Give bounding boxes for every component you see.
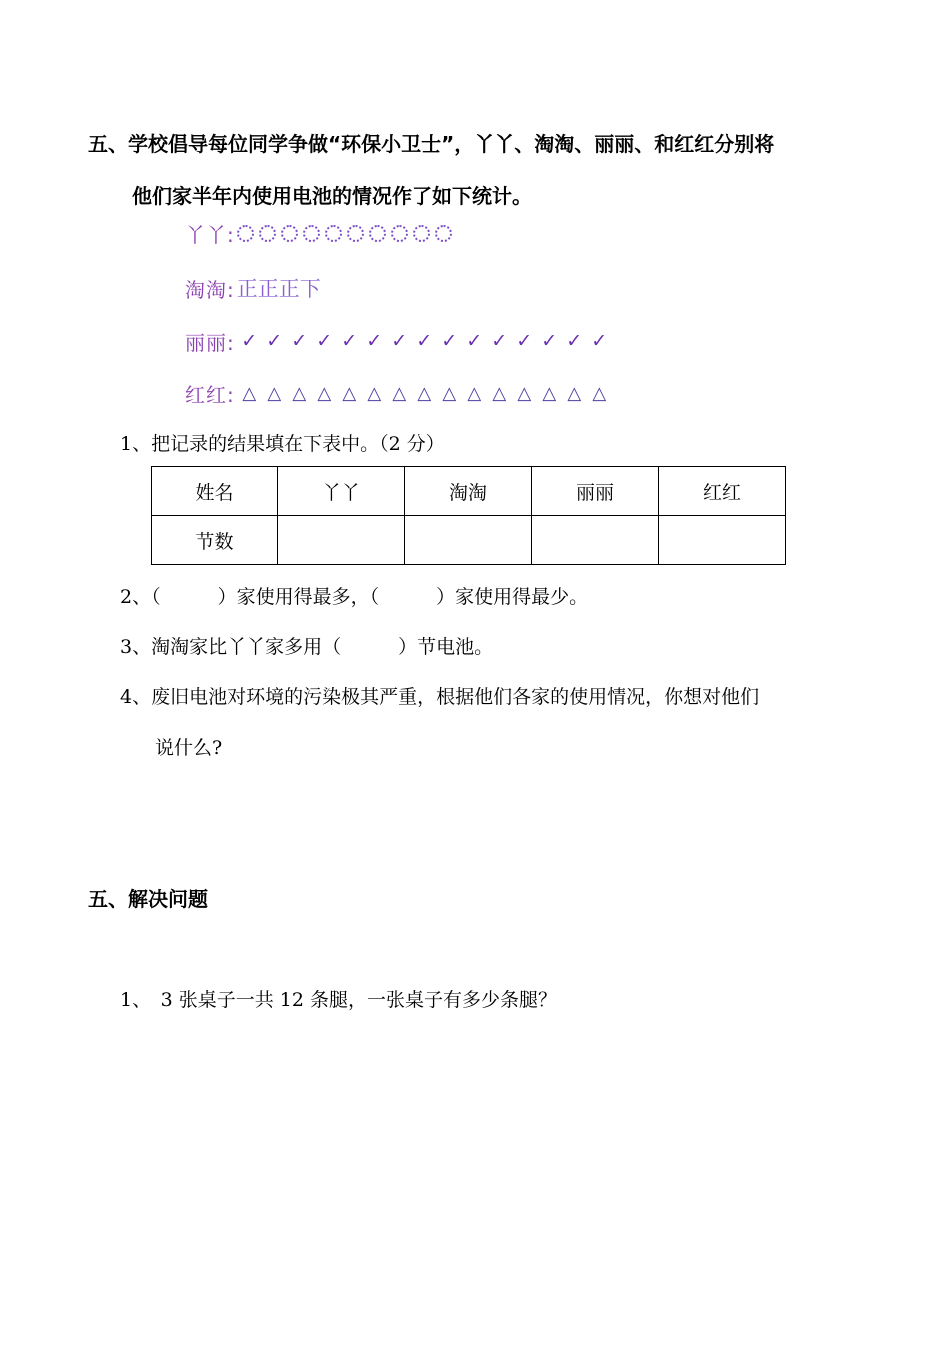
section2-title: 五、解决问题 bbox=[88, 887, 208, 911]
check-mark: ✓ bbox=[541, 330, 558, 352]
triangle-mark: △ bbox=[242, 382, 257, 404]
check-mark: ✓ bbox=[441, 330, 458, 352]
tally-row-taotao bbox=[185, 273, 322, 303]
check-mark: ✓ bbox=[466, 330, 483, 352]
triangle-mark: △ bbox=[292, 382, 307, 404]
table-cell: 红红 bbox=[659, 467, 786, 516]
answer-cell[interactable] bbox=[405, 516, 532, 565]
triangle-mark: △ bbox=[417, 382, 432, 404]
triangle-mark: △ bbox=[542, 382, 557, 404]
circle-mark bbox=[303, 225, 320, 242]
table-cell: 节数 bbox=[152, 516, 278, 565]
circle-mark bbox=[413, 225, 430, 242]
zheng-text: 正正正下 bbox=[236, 277, 321, 301]
tally-name: 红红: bbox=[185, 382, 235, 407]
table-row bbox=[152, 516, 786, 565]
check-mark: ✓ bbox=[416, 330, 433, 352]
triangle-mark: △ bbox=[342, 382, 357, 404]
tally-name: 丫丫: bbox=[185, 222, 235, 247]
table-cell: 姓名 bbox=[152, 467, 278, 516]
triangle-marks bbox=[237, 383, 612, 404]
triangle-mark: △ bbox=[467, 382, 482, 404]
check-mark: ✓ bbox=[341, 330, 358, 352]
triangle-mark: △ bbox=[517, 382, 532, 404]
tally-name: 丽丽: bbox=[185, 330, 235, 355]
check-mark: ✓ bbox=[366, 330, 383, 352]
question-4-line1: 4、废旧电池对环境的污染极其严重，根据他们各家的使用情况，你想对他们 bbox=[120, 686, 760, 708]
zheng-marks bbox=[237, 273, 322, 303]
triangle-mark: △ bbox=[317, 382, 332, 404]
question-1: 1、把记录的结果填在下表中。（2 分） bbox=[120, 433, 445, 455]
check-marks bbox=[237, 330, 612, 352]
answer-cell[interactable] bbox=[532, 516, 659, 565]
check-mark: ✓ bbox=[241, 330, 258, 352]
triangle-mark: △ bbox=[567, 382, 582, 404]
triangle-mark: △ bbox=[592, 382, 607, 404]
tally-row-yaya bbox=[185, 218, 457, 248]
check-mark: ✓ bbox=[516, 330, 533, 352]
answer-cell[interactable] bbox=[278, 516, 405, 565]
tally-row-honghong bbox=[185, 378, 612, 408]
check-mark: ✓ bbox=[491, 330, 508, 352]
check-mark: ✓ bbox=[266, 330, 283, 352]
circle-mark bbox=[347, 225, 364, 242]
circle-mark bbox=[281, 225, 298, 242]
check-mark: ✓ bbox=[291, 330, 308, 352]
answer-cell[interactable] bbox=[659, 516, 786, 565]
triangle-mark: △ bbox=[267, 382, 282, 404]
circle-marks bbox=[237, 225, 457, 242]
triangle-mark: △ bbox=[392, 382, 407, 404]
problem-1: 1、 3 张桌子一共 12 条腿，一张桌子有多少条腿？ bbox=[120, 989, 557, 1011]
check-mark: ✓ bbox=[391, 330, 408, 352]
question-2: 2、（ ）家使用得最多，（ ）家使用得最少。 bbox=[120, 586, 589, 608]
question-4-line2: 说什么? bbox=[155, 737, 223, 759]
triangle-mark: △ bbox=[442, 382, 457, 404]
question-3: 3、淘淘家比丫丫家多用（ ）节电池。 bbox=[120, 636, 494, 658]
table-cell: 丫丫 bbox=[278, 467, 405, 516]
check-mark: ✓ bbox=[591, 330, 608, 352]
tally-row-lili bbox=[185, 326, 612, 356]
section-title-line2: 他们家半年内使用电池的情况作了如下统计。 bbox=[132, 184, 532, 208]
circle-mark bbox=[259, 225, 276, 242]
circle-mark bbox=[325, 225, 342, 242]
circle-mark bbox=[435, 225, 452, 242]
table-cell: 淘淘 bbox=[405, 467, 532, 516]
check-mark: ✓ bbox=[566, 330, 583, 352]
check-mark: ✓ bbox=[316, 330, 333, 352]
table-row bbox=[152, 467, 786, 516]
circle-mark bbox=[369, 225, 386, 242]
triangle-mark: △ bbox=[492, 382, 507, 404]
circle-mark bbox=[391, 225, 408, 242]
record-table bbox=[151, 466, 786, 565]
circle-mark bbox=[237, 225, 254, 242]
table-cell: 丽丽 bbox=[532, 467, 659, 516]
triangle-mark: △ bbox=[367, 382, 382, 404]
tally-name: 淘淘: bbox=[185, 277, 235, 302]
section-title-line1: 五、学校倡导每位同学争做“环保小卫士”，丫丫、淘淘、丽丽、和红红分别将 bbox=[88, 132, 775, 156]
